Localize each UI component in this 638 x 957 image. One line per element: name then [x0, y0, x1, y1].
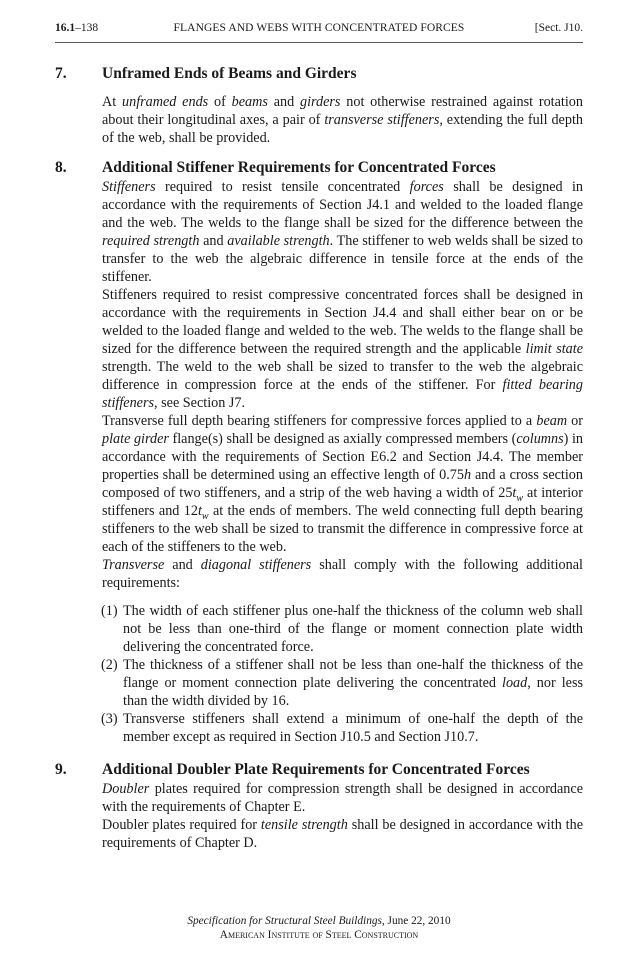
paragraph: Transverse full depth bearing stiffeners for compressive forces applied to a beam or plate girder flange(s) shall be designed as axially compressed members (columns) in accordance with the requirements of Section E6.2 and Section J4.4. The member properties shall be determined using an effective length of 0.75h and a cross section composed of two stiffeners, and a strip of the web having a width of $25t_w$ at interior stiffeners and $12t_w$ at the ends of members. The weld connecting full depth bearing stiffeners to the web shall be sized to transmit the difference in compressive force at each of the stiffeners to the web.: [102, 413, 584, 555]
footer-publisher: American Institute of Steel Construction: [219, 929, 419, 941]
section-8-heading: [55, 158, 583, 178]
section-number: 8.: [55, 159, 67, 176]
paragraph: Stiffeners required to resist compressive concentrated forces shall be designed in accordance with the requirements in Section J4.4 and shall either bear on or be welded to the loaded flange and welded to the web. The welds to the flange shall be sized for the difference between the required strength and the applicable limit state strength. The weld to the web shall be sized to transfer to the web the algebraic difference in compression force at the ends of the stiffener. For fitted bearing stiffeners, see Section J7.: [102, 287, 583, 411]
section-number: 9.: [55, 761, 67, 778]
section-title: Unframed Ends of Beams and Girders: [102, 65, 357, 82]
section-8-body: [102, 178, 583, 746]
section-title: Additional Stiffener Requirements for Concentrated Forces: [102, 159, 496, 176]
header-rule: [55, 42, 583, 43]
header-section: [Sect. J10.: [534, 22, 583, 34]
list-item: (3) Transverse stiffeners shall extend a minimum of one-half the depth of the member except as required in Section J10.5 and Section J10.7.: [101, 711, 583, 745]
list-item: (1) The width of each stiffener plus one-half the thickness of the column web shall not be less than one-third of the flange or moment connection plate width delivering the concentrated force.: [101, 603, 583, 655]
section-7-body: [102, 93, 583, 147]
page-number: 16.1–138: [55, 22, 99, 34]
page-content: [55, 64, 583, 852]
section-9-body: [102, 780, 583, 852]
page-footer: [0, 914, 638, 942]
header-title: FLANGES AND WEBS WITH CONCENTRATED FORCES: [173, 22, 465, 34]
section-7-heading: [55, 64, 583, 84]
section-title: Additional Doubler Plate Requirements for Concentrated Forces: [102, 761, 530, 778]
paragraph: Stiffeners required to resist tensile concentrated forces shall be designed in accordance with the requirements of Section J4.1 and welded to the loaded flange and the web. The welds to the flange shall be sized for the difference between the required strength and available strength. The stiffener to web welds shall be sized to transfer to the web the algebraic difference in tensile force at the ends of the stiffener.: [102, 179, 583, 285]
paragraph: Transverse and diagonal stiffeners shall comply with the following additional requirements:: [102, 557, 583, 591]
list-item: (2) The thickness of a stiffener shall not be less than one-half the thickness of the flange or moment connection plate delivering the concentrated load, nor less than the width divided by 16.: [101, 657, 583, 709]
paragraph: Doubler plates required for compression strength shall be designed in accordance with the requirements of Chapter E.: [102, 781, 583, 815]
requirements-list: [101, 602, 583, 746]
paragraph: At unframed ends of beams and girders not otherwise restrained against rotation about their longitudinal axes, a pair of transverse stiffeners, extending the full depth of the web, shall be provided.: [102, 94, 583, 146]
section-9-heading: [55, 760, 583, 780]
paragraph: Doubler plates required for tensile strength shall be designed in accordance with the requirements of Chapter D.: [102, 817, 583, 851]
running-header: [55, 22, 583, 38]
section-number: 7.: [55, 65, 67, 82]
footer-spec-line: Specification for Structural Steel Buildings, June 22, 2010: [187, 915, 451, 927]
